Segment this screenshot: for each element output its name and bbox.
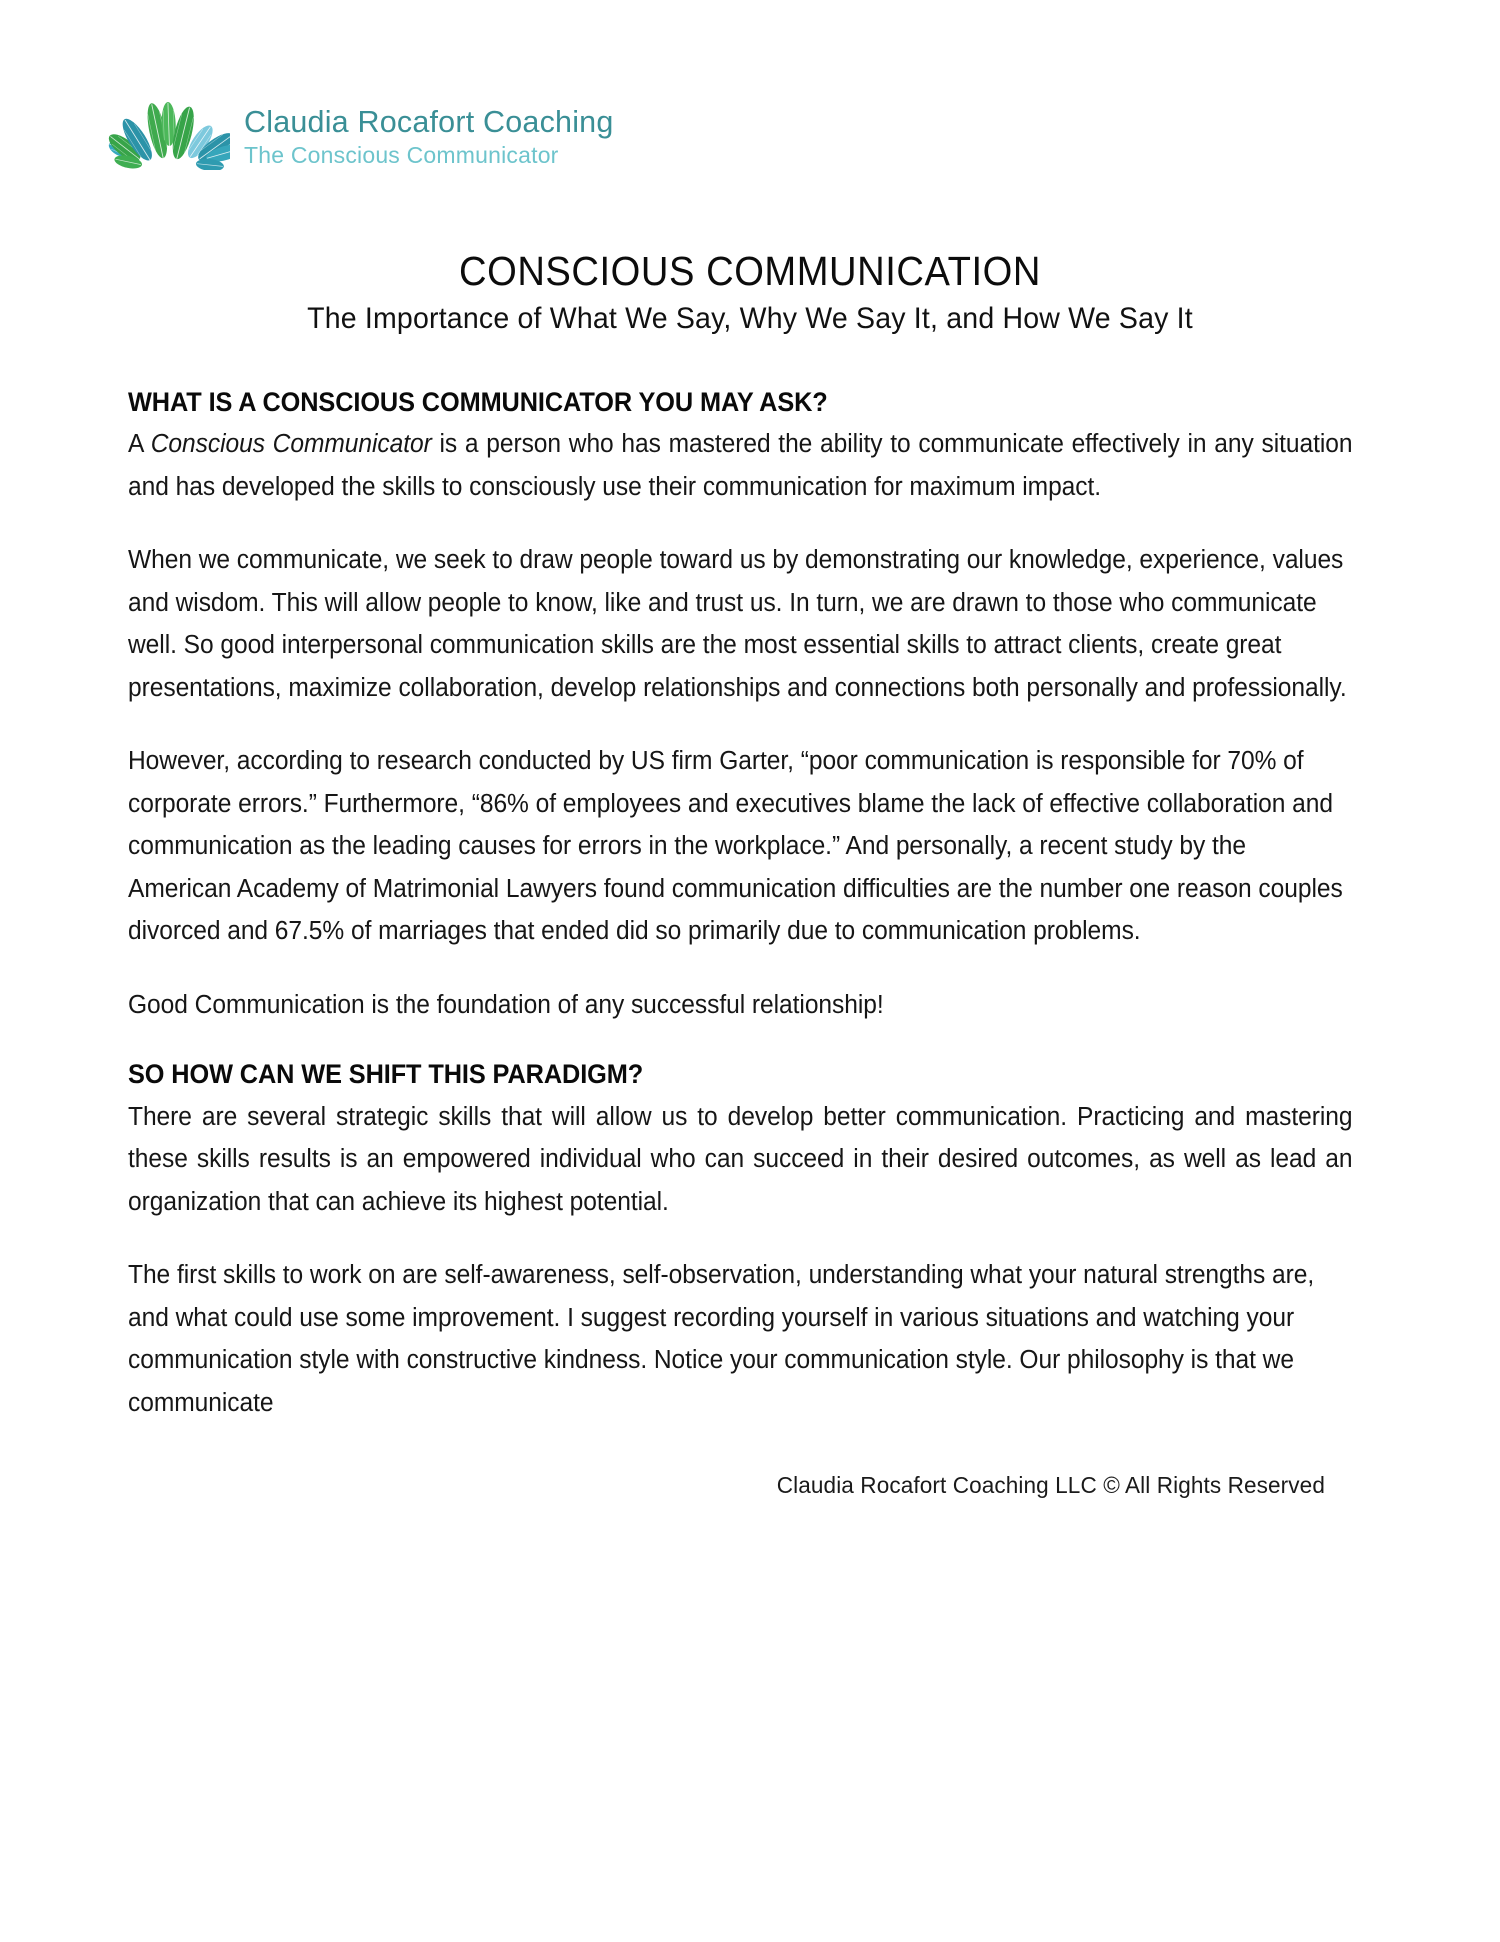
brand-wordmark [244,106,614,170]
section-heading-what-is-a-conscious-communicator: WHAT IS A CONSCIOUS COMMUNICATOR YOU MAY ASK? [128,387,828,417]
page-title: CONSCIOUS COMMUNICATION [459,248,1041,294]
paragraph-rest-text: is a person who has mastered the ability to communicate effectively in any situation and has developed the skills to consciously use their communication for maximum impact. [128,430,1353,501]
paragraph-lead-text: A [128,430,151,459]
paragraph-first-skills: The first skills to work on are self-awareness, self-observation, understanding what your natural strengths are, and what could use some improvement. I suggest recording yourself in various situations and watching your communication style with constructive kindness. Notice your communication style. Our philosophy is that we communicate [128,1261,1315,1417]
emphasis-conscious-communicator: Conscious Communicator [150,430,432,459]
paragraph-foundation-statement: Good Communication is the foundation of any successful relationship! [128,990,884,1019]
brand-logo [108,98,614,170]
brand-name: Claudia Rocafort Coaching [244,104,614,139]
brand-tagline: The Conscious Communicator [244,141,559,168]
page-subtitle: The Importance of What We Say, Why We Say It, and How We Say It [307,302,1193,335]
paragraph-why-we-communicate: When we communicate, we seek to draw people toward us by demonstrating our knowledge, experience, values and wisdom. This will allow people to know, like and trust us. In turn, we are drawn to those who communicate well. So good interpersonal communication skills are the most essential skills to attract clients, create great presentations, maximize collaboration, develop relationships and connections both personally and professionally. [128,546,1347,702]
paragraph-definition [128,423,1352,508]
page-footer: Claudia Rocafort Coaching LLC © All Rights Reserved [776,1472,1325,1498]
document-body [128,385,1353,1424]
lotus-leaf-fan-icon [108,98,230,170]
paragraph-research-statistics: However, according to research conducted by US firm Garter, “poor communication is responsible for 70% of corporate errors.” Furthermore, “86% of employees and executives blame the lack of effective collaboration and communication as the leading causes for errors in the workplace.” And personally, a recent study by the American Academy of Matrimonial Lawyers found communication difficulties are the number one reason couples divorced and 67.5% of marriages that ended did so primarily due to communication problems. [128,747,1343,946]
paragraph-strategic-skills: There are several strategic skills that will allow us to develop better communication. Practicing and mastering these skills results is an empowered individual who can succeed in their desired outcomes, as well as lead an organization that can achieve its highest potential. [128,1102,1353,1216]
section-heading-shift-this-paradigm: SO HOW CAN WE SHIFT THIS PARADIGM? [128,1059,644,1090]
